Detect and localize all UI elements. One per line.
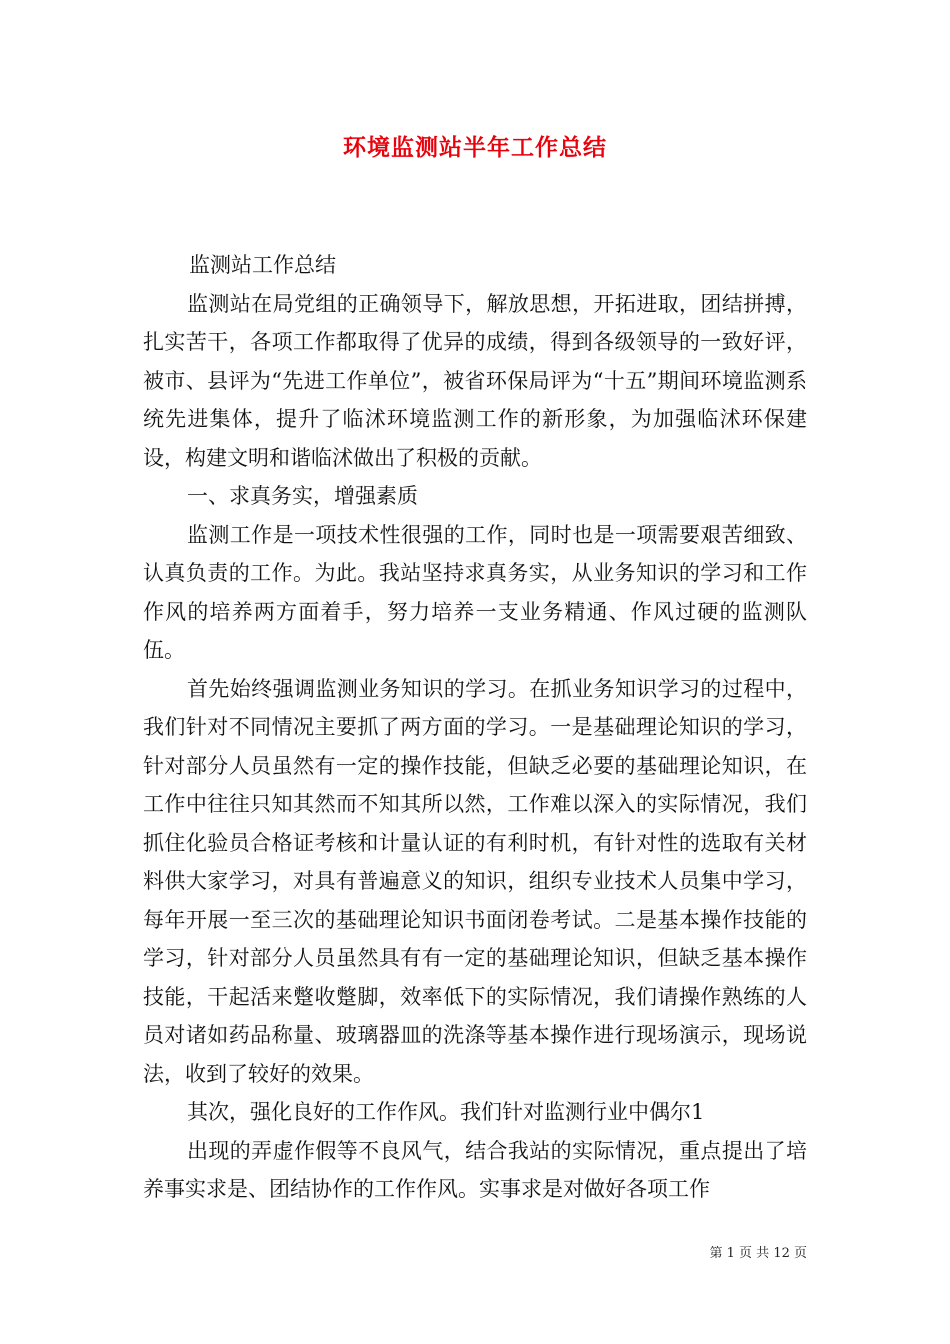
document-title: 环境监测站半年工作总结 bbox=[343, 134, 607, 161]
paragraph: 出现的弄虚作假等不良风气，结合我站的实际情况，重点提出了培养事实求是、团结协作的工作作风。实事求是对做好各项工作 bbox=[143, 1138, 807, 1201]
document-body bbox=[143, 246, 807, 1209]
page-number-footer: 第 1 页 共 12 页 bbox=[709, 1246, 807, 1261]
paragraph: 监测站在局党组的正确领导下，解放思想，开拓进取，团结拼搏，扎实苦干，各项工作都取得了优异的成绩，得到各级领导的一致好评，被市、县评为“先进工作单位”，被省环保局评为“十五”期间环境监测系统先进集体，提升了临沭环境监测工作的新形象，为加强临沭环保建设，构建文明和谐临沭做出了积极的贡献。 bbox=[143, 291, 807, 470]
paragraph: 其次，强化良好的工作作风。我们针对监测行业中偶尔1 bbox=[187, 1100, 705, 1124]
section-heading: 一、求真务实，增强素质 bbox=[187, 484, 418, 508]
paragraph: 首先始终强调监测业务知识的学习。在抓业务知识学习的过程中，我们针对不同情况主要抓了两方面的学习。一是基础理论知识的学习，针对部分人员虽然有一定的操作技能，但缺乏必要的基础理论知识，在工作中往往只知其然而不知其所以然，工作难以深入的实际情况，我们抓住化验员合格证考核和计量认证的有利时机，有针对性的选取有关材料供大家学习，对具有普遍意义的知识，组织专业技术人员集中学习，每年开展一至三次的基础理论知识书面闭卷考试。二是基本操作技能的学习，针对部分人员虽然具有有一定的基础理论知识，但缺乏基本操作技能，干起活来蹩收蹩脚，效率低下的实际情况，我们请操作熟练的人员对诸如药品称量、玻璃器皿的洗涤等基本操作进行现场演示，现场说法，收到了较好的效果。 bbox=[143, 676, 807, 1086]
paragraph: 监测工作是一项技术性很强的工作，同时也是一项需要艰苦细致、认真负责的工作。为此。我站坚持求真务实，从业务知识的学习和工作作风的培养两方面着手，努力培养一支业务精通、作风过硬的监测队伍。 bbox=[143, 522, 807, 662]
paragraph-heading: 监测站工作总结 bbox=[189, 253, 336, 277]
